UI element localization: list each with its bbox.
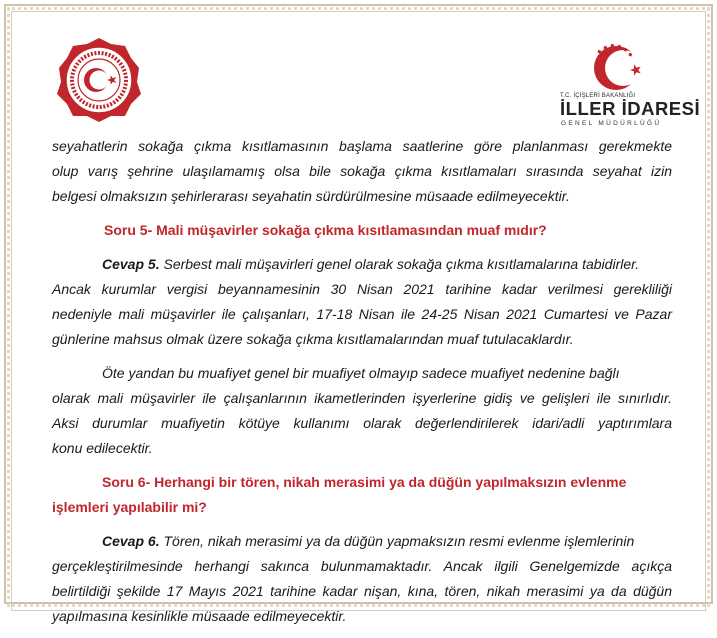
paragraph-3 — [52, 361, 672, 461]
logo-small-text: T.C. İÇİŞLERİ BAKANLIĞI — [560, 93, 636, 99]
answer-6 — [52, 529, 672, 629]
answer-text: Serbest mali müşavirleri genel olarak sokağa çıkma kısıtlamalarına tabidirler. — [159, 256, 640, 272]
ministry-seal-logo — [55, 36, 143, 124]
question-heading: Soru 6- Herhangi bir tören, nikah merasimi ya da düğün yapılmaksızın evlenme — [102, 474, 627, 490]
text-line: konu edilecektir. — [52, 440, 153, 456]
answer-text: Tören, nikah merasimi ya da düğün yapmaksızın resmi evlenme işlemlerinin — [159, 533, 635, 549]
text-line — [52, 529, 672, 554]
iller-idaresi-logo — [560, 40, 701, 132]
text-line: olarak mali müşavirler ile çalışanlarının ikametlerinden işyerlerine gidiş ve gelişleri ile sınırlıdır. — [52, 390, 672, 406]
question-5 — [52, 218, 672, 243]
paragraph-1 — [52, 134, 672, 209]
answer-label: Cevap 5. — [102, 256, 160, 272]
text-line: belgesi olmaksızın şehirlerarası seyahatin sürdürülmesine müsaade edilmeyecektir. — [52, 188, 570, 204]
text-line: Ancak kurumlar vergisi beyannamesinin 30 Nisan 2021 tarihine kadar verilmesi gerekliliği — [52, 281, 672, 297]
text-line: nedeniyle mali müşavirler ile çalışanları, 17-18 Nisan ile 24-25 Nisan 2021 Cumartesi ve Pazar — [52, 306, 672, 322]
text-line: olup varış şehrine ulaşılamamış olsa bile sokağa çıkma kısıtlamaları sırasında seyahat izin — [52, 163, 672, 179]
text-line: günlerine mahsus olmak üzere sokağa çıkma kısıtlamalarından muaf tutulacaklardır. — [52, 331, 574, 347]
answer-5 — [52, 252, 672, 352]
logo-title: İLLER İDARESİ — [560, 98, 701, 119]
question-heading: işlemleri yapılabilir mi? — [52, 499, 207, 515]
text-line: seyahatlerin sokağa çıkma kısıtlamasının başlama saatlerine göre planlanması gerekmekte — [52, 138, 672, 154]
answer-label: Cevap 6. — [102, 533, 160, 549]
question-6 — [52, 470, 672, 520]
text-line: gerçekleştirilmesinde herhangi sakınca bulunmamaktadır. Ancak ilgili Genelgemizde açıkça — [52, 558, 672, 574]
text-line: Öte yandan bu muafiyet genel bir muafiyet olmayıp sadece muafiyet nedenine bağlı — [102, 365, 620, 381]
question-heading: Soru 5- Mali müşavirler sokağa çıkma kısıtlamasından muaf mıdır? — [104, 222, 547, 238]
document-body — [52, 134, 672, 638]
logo-subtitle: GENEL MÜDÜRLÜĞÜ — [561, 120, 662, 127]
text-line: yapılmasına kesinlikle müsaade edilmeyecektir. — [52, 608, 347, 624]
text-line: Aksi durumlar muafiyetin kötüye kullanımı olarak değerlendirilerek idari/adli yaptırımlara — [52, 415, 672, 431]
text-line: belirtildiği şekilde 17 Mayıs 2021 tarihine kadar nişan, kına, tören, nikah merasimi ya da düğün — [52, 583, 672, 599]
text-line — [52, 252, 672, 277]
